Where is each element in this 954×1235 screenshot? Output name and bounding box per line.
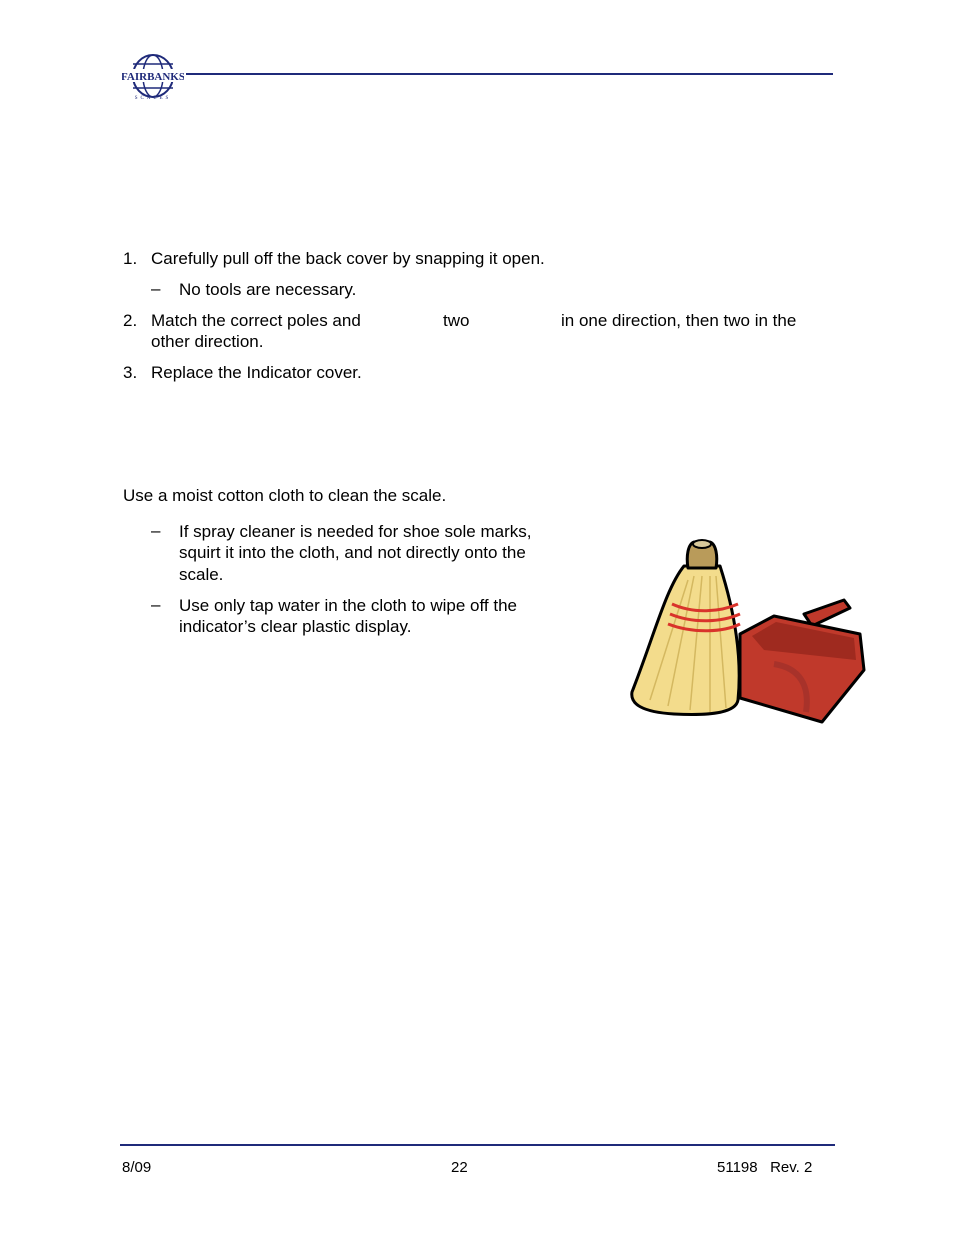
cleaning-bullet-1-line-3: scale. <box>179 565 224 584</box>
cleaning-bullet-1-line-2: squirt it into the cloth, and not directly onto the <box>179 543 526 562</box>
step-3-number: 3. <box>123 363 138 382</box>
step-2-text-b: two <box>443 311 470 330</box>
footer-rule <box>120 1144 835 1146</box>
fairbanks-logo <box>122 52 184 100</box>
step-1-text: Carefully pull off the back cover by snapping it open. <box>151 249 545 268</box>
step-3-text: Replace the Indicator cover. <box>151 363 362 382</box>
cleaning-bullet-2-line-2: indicator’s clear plastic display. <box>179 617 412 636</box>
footer-doc-number: 51198 Rev. 2 <box>717 1159 813 1176</box>
cleaning-bullet-2-line-1: Use only tap water in the cloth to wipe off the <box>179 596 517 615</box>
cleaning-bullet-1-line-1: If spray cleaner is needed for shoe sole marks, <box>179 522 532 541</box>
step-1-sub-text: No tools are necessary. <box>179 280 357 299</box>
step-2-number: 2. <box>123 311 138 330</box>
step-1-number: 1. <box>123 249 138 268</box>
cleaning-bullet-2-dash: – <box>151 595 161 614</box>
step-2-text-d: other direction. <box>151 332 264 351</box>
cleaning-intro: Use a moist cotton cloth to clean the scale. <box>123 486 447 505</box>
svg-text:SCALES: SCALES <box>134 96 172 100</box>
step-1-sub-dash: – <box>151 279 161 298</box>
cleaning-bullet-1-dash: – <box>151 521 161 540</box>
broom-dustpan-icon <box>624 536 868 728</box>
header-rule <box>186 73 833 75</box>
step-2-text-c: in one direction, then two in the <box>561 311 797 330</box>
footer-page-number: 22 <box>451 1159 468 1176</box>
svg-text:FAIRBANKS: FAIRBANKS <box>122 71 184 83</box>
footer-date: 8/09 <box>122 1159 152 1176</box>
step-2-text-a: Match the correct poles and <box>151 311 361 330</box>
